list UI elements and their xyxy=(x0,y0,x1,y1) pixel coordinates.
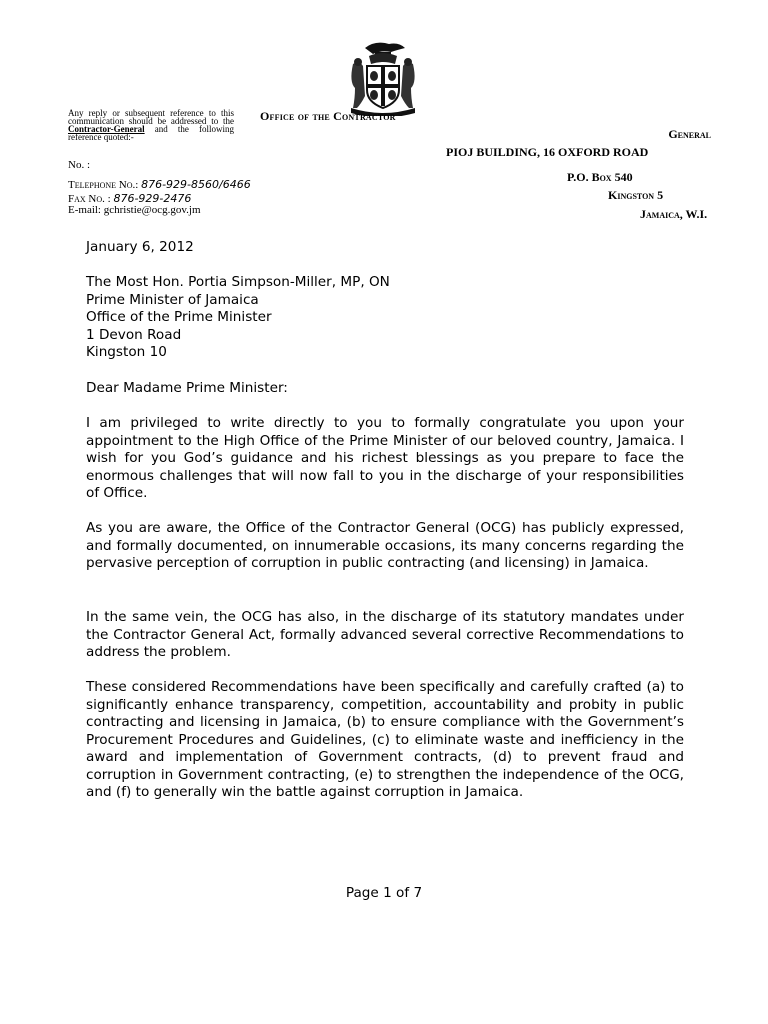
office-title: Office of the Contractor xyxy=(260,109,396,123)
telephone-label: Telephone No.: xyxy=(68,179,139,191)
address-street: PIOJ BUILDING, 16 OXFORD ROAD xyxy=(446,145,649,159)
reference-number-label: No. : xyxy=(68,159,90,171)
page-number: Page 1 of 7 xyxy=(345,885,423,901)
paragraph-recommendations-purpose: These considered Recommendations have been specifically and carefully crafted (a) to significantly enhance transparency, competition, accountability and probity in public contracting and licensing in Jamaica, (b) to ensure compliance with the Government’s Procurement Procedures and Guidelines, (c) to eliminate waste and inefficiency in the award and implementation of Government contracts, (d) to prevent fraud and corruption in Government contracting, (e) to strengthen the independence of the OCG, and (f) to generally win the battle against corruption in Jamaica. xyxy=(86,679,684,800)
address-po-box: P.O. Box 540 xyxy=(567,170,633,184)
recipient-city: Kingston 10 xyxy=(86,344,167,360)
recipient-office: Office of the Prime Minister xyxy=(86,309,272,325)
email-address: gchristie@ocg.gov.jm xyxy=(103,204,201,216)
salutation: Dear Madame Prime Minister: xyxy=(86,380,288,396)
reply-note-suffix: and the following reference quoted:- xyxy=(68,124,234,142)
email-line xyxy=(68,204,201,216)
telephone-line xyxy=(68,178,251,191)
fax-label: Fax No. : xyxy=(68,193,111,205)
telephone-number: 876-929-8560/6466 xyxy=(141,178,251,191)
reply-note-prefix: Any reply or subsequent reference to this communication should be addressed to the xyxy=(68,108,234,126)
coat-of-arms-icon xyxy=(345,38,421,116)
recipient-street: 1 Devon Road xyxy=(86,326,182,343)
paragraph-recommendations-advanced: In the same vein, the OCG has also, in the discharge of its statutory mandates under the Contractor General Act, formally advanced several corrective Recommendations to address the problem. xyxy=(86,609,684,660)
address-city: Kingston 5 xyxy=(608,188,664,202)
paragraph-congratulations: I am privileged to write directly to you to formally congratulate you upon your appointment to the High Office of the Prime Minister of our beloved country, Jamaica. I wish for you God’s guidance and his richest blessings as you prepare to face the enormous challenges that will now fall to you in the discharge of your responsibilities of Office. xyxy=(86,415,684,501)
recipient-name: The Most Hon. Portia Simpson-Miller, MP, ON xyxy=(86,274,390,290)
reply-note-addressee: Contractor-General xyxy=(68,124,145,134)
address-country: Jamaica, W.I. xyxy=(640,207,708,221)
reply-instruction-note xyxy=(68,109,234,141)
office-title-continued: General xyxy=(668,127,711,141)
recipient-title: Prime Minister of Jamaica xyxy=(86,291,259,308)
letter-date: January 6, 2012 xyxy=(86,239,194,255)
fax-number: 876-929-2476 xyxy=(113,192,192,205)
paragraph-concerns: As you are aware, the Office of the Contractor General (OCG) has publicly expressed, and formally documented, on innumerable occasions, its many concerns regarding the pervasive perception of corruption in public contracting (and licensing) in Jamaica. xyxy=(86,520,684,571)
recipient-address xyxy=(86,274,390,362)
email-label: E-mail: xyxy=(68,204,101,216)
